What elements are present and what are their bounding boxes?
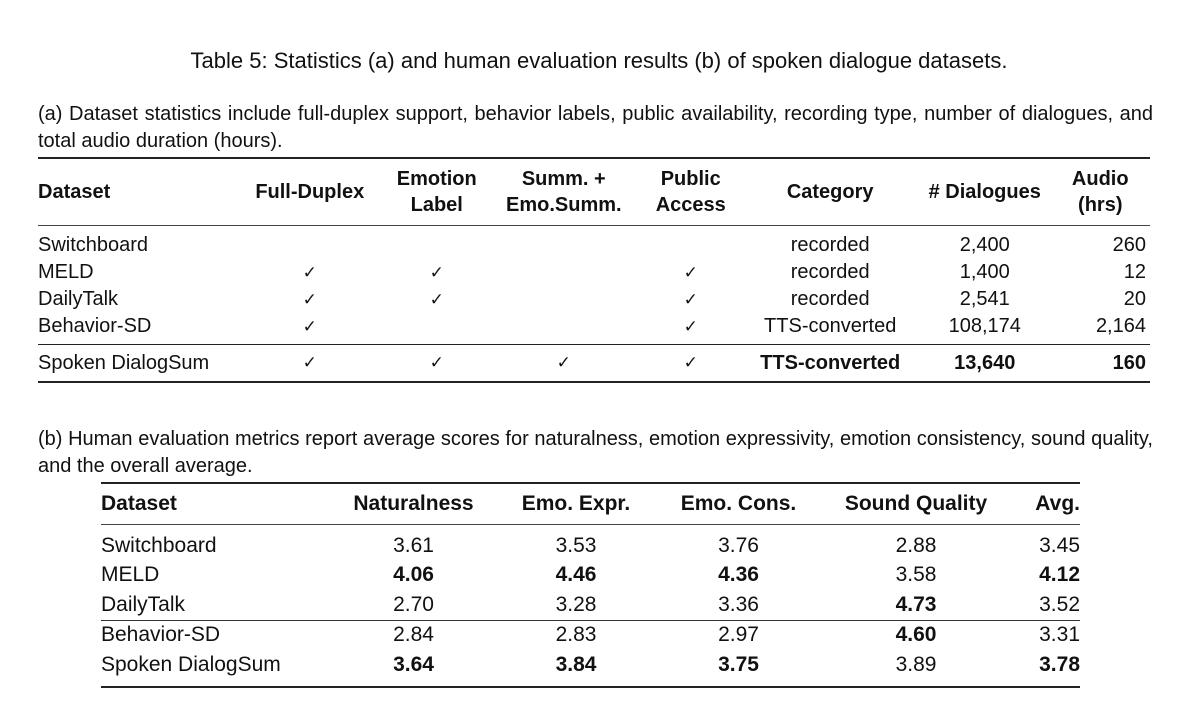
check-icon <box>636 226 745 260</box>
cell-dataset: DailyTalk <box>101 592 186 616</box>
cell-emo-cons: 4.36 <box>718 563 759 587</box>
cell-audio: 260 <box>1112 234 1146 256</box>
check-icon: ✓ <box>683 316 698 337</box>
cell-dataset: Switchboard <box>101 533 217 557</box>
header-dataset: Dataset <box>38 181 111 203</box>
cell-category: recorded <box>790 288 870 310</box>
table-row <box>101 525 1080 561</box>
check-icon: ✓ <box>556 353 571 373</box>
cell-dataset: MELD <box>101 563 160 587</box>
cell-avg: 3.45 <box>1039 533 1080 557</box>
cell-dataset: Spoken DialogSum <box>101 652 281 676</box>
table-row <box>101 561 1080 591</box>
cell-dataset: MELD <box>38 261 94 283</box>
cell-emo-cons: 3.75 <box>718 652 759 676</box>
header-dialogues: # Dialogues <box>928 181 1041 203</box>
check-icon <box>382 226 492 260</box>
cell-audio: 2,164 <box>1095 315 1146 337</box>
human-evaluation-table <box>101 482 1080 688</box>
cell-dialogues: 1,400 <box>959 261 1010 283</box>
check-icon: ✓ <box>429 353 444 373</box>
cell-sound-quality: 2.88 <box>895 533 937 557</box>
cell-naturalness: 3.64 <box>393 652 434 676</box>
cell-avg: 3.78 <box>1039 652 1080 676</box>
header-summ: Summ. + Emo.Summ. <box>505 168 622 216</box>
table-row-highlight <box>38 345 1150 383</box>
check-icon: ✓ <box>429 262 444 283</box>
check-icon: ✓ <box>302 262 317 283</box>
table-row <box>101 590 1080 620</box>
cell-sound-quality: 4.60 <box>895 623 937 647</box>
header-naturalness: Naturalness <box>353 492 474 515</box>
check-icon: ✓ <box>302 289 317 310</box>
cell-emo-cons: 3.76 <box>718 533 759 557</box>
cell-naturalness: 2.70 <box>393 592 434 616</box>
cell-category: TTS-converted <box>760 351 901 374</box>
dataset-statistics-table <box>38 157 1150 383</box>
cell-sound-quality: 3.58 <box>895 563 937 587</box>
cell-dataset: Spoken DialogSum <box>38 351 210 374</box>
cell-dialogues: 2,400 <box>959 234 1010 256</box>
cell-audio: 160 <box>1112 351 1146 374</box>
subcaption-a: (a) Dataset statistics include full-duplex support, behavior labels, public availability, recording type, number of dialogues, and total audio duration (hours). <box>38 103 1153 152</box>
check-icon <box>492 259 637 286</box>
header-row <box>38 158 1150 226</box>
cell-dataset: Behavior-SD <box>101 623 221 647</box>
cell-sound-quality: 4.73 <box>895 592 937 616</box>
header-emotion-label: Emotion Label <box>396 168 477 216</box>
cell-dialogues: 13,640 <box>954 351 1016 374</box>
check-icon: ✓ <box>429 289 444 310</box>
check-icon: ✓ <box>302 353 317 373</box>
header-public-access: Public Access <box>655 168 726 216</box>
check-icon <box>492 313 637 345</box>
check-icon <box>492 226 637 260</box>
header-sound-quality: Sound Quality <box>844 492 988 515</box>
cell-emo-cons: 2.97 <box>718 623 759 647</box>
header-row <box>101 483 1080 525</box>
cell-naturalness: 3.61 <box>393 533 434 557</box>
table-row <box>38 226 1150 260</box>
check-icon: ✓ <box>683 262 698 283</box>
cell-category: recorded <box>790 234 870 256</box>
table-row <box>101 620 1080 650</box>
header-audio: Audio (hrs) <box>1071 168 1129 216</box>
table-row <box>38 259 1150 286</box>
cell-emo-cons: 3.36 <box>718 592 759 616</box>
cell-audio: 20 <box>1123 288 1146 310</box>
cell-dataset: Behavior-SD <box>38 315 152 337</box>
cell-avg: 4.12 <box>1039 563 1080 587</box>
cell-dataset: DailyTalk <box>38 288 119 310</box>
cell-avg: 3.52 <box>1039 592 1080 616</box>
check-icon <box>382 313 492 345</box>
cell-emo-expr: 3.28 <box>555 592 597 616</box>
cell-audio: 12 <box>1123 261 1146 283</box>
header-dataset: Dataset <box>101 492 177 515</box>
cell-dialogues: 2,541 <box>959 288 1010 310</box>
subcaption-b: (b) Human evaluation metrics report average scores for naturalness, emotion expressivity, emotion consistency, sound quality, and the overall average. <box>38 428 1153 477</box>
check-icon <box>238 226 382 260</box>
check-icon: ✓ <box>683 289 698 310</box>
cell-emo-expr: 4.46 <box>555 563 597 587</box>
check-icon: ✓ <box>302 316 317 337</box>
check-icon: ✓ <box>683 353 698 373</box>
cell-avg: 3.31 <box>1039 623 1080 647</box>
cell-category: TTS-converted <box>764 315 897 337</box>
table-row <box>38 286 1150 313</box>
cell-sound-quality: 3.89 <box>895 652 937 676</box>
header-emo-cons: Emo. Cons. <box>680 492 797 515</box>
cell-naturalness: 2.84 <box>393 623 434 647</box>
cell-category: recorded <box>790 261 870 283</box>
header-full-duplex: Full-Duplex <box>255 181 365 203</box>
header-avg: Avg. <box>1035 492 1080 515</box>
cell-emo-expr: 3.84 <box>555 652 597 676</box>
cell-emo-expr: 2.83 <box>555 623 597 647</box>
cell-dialogues: 108,174 <box>948 315 1021 337</box>
table-row <box>38 313 1150 345</box>
table-row <box>101 650 1080 687</box>
header-category: Category <box>786 181 874 203</box>
cell-dataset: Switchboard <box>38 234 149 256</box>
table-caption: Table 5: Statistics (a) and human evaluation results (b) of spoken dialogue datasets. <box>190 48 1008 73</box>
cell-emo-expr: 3.53 <box>555 533 597 557</box>
header-emo-expr: Emo. Expr. <box>521 492 631 515</box>
check-icon <box>492 286 637 313</box>
cell-naturalness: 4.06 <box>393 563 434 587</box>
